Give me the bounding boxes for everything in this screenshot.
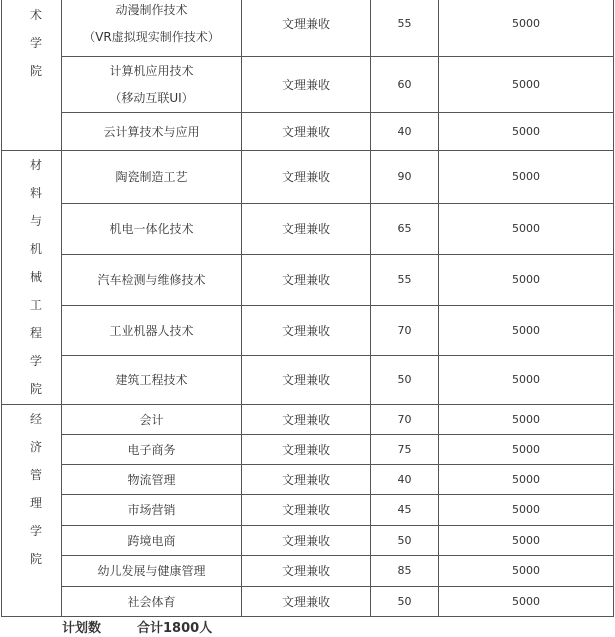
plan-cell: 40 <box>371 465 439 495</box>
college-char: 程 <box>30 326 43 340</box>
college-char: 院 <box>30 552 43 566</box>
table-row <box>2 204 614 255</box>
fee-cell: 5000 <box>439 113 614 151</box>
college-char: 术 <box>30 8 43 22</box>
major-cell <box>62 57 242 113</box>
table-row <box>2 113 614 151</box>
plan-cell: 50 <box>371 356 439 405</box>
major-cell: 陶瓷制造工艺 <box>62 151 242 204</box>
fee-cell: 5000 <box>439 465 614 495</box>
fee-cell: 5000 <box>439 587 614 617</box>
subject-cell: 文理兼收 <box>242 113 371 151</box>
fee-cell: 5000 <box>439 435 614 465</box>
plan-cell: 40 <box>371 113 439 151</box>
table-row <box>2 255 614 306</box>
plan-cell: 70 <box>371 405 439 435</box>
college-char: 院 <box>30 64 43 78</box>
major-name: 动漫制作技术 <box>115 2 188 17</box>
major-cell: 跨境电商 <box>62 526 242 556</box>
plan-cell: 90 <box>371 151 439 204</box>
plan-cell: 45 <box>371 495 439 526</box>
plan-cell: 70 <box>371 306 439 356</box>
major-cell: 工业机器人技术 <box>62 306 242 356</box>
college-cell <box>2 151 62 405</box>
major-cell: 社会体育 <box>62 587 242 617</box>
college-char: 经 <box>30 412 43 426</box>
college-char: 材 <box>30 158 43 172</box>
college-char: 学 <box>30 36 43 50</box>
college-char: 院 <box>30 382 43 396</box>
plan-cell: 50 <box>371 526 439 556</box>
major-note: （移动互联UI） <box>109 90 194 105</box>
fee-cell: 5000 <box>439 556 614 587</box>
subject-cell: 文理兼收 <box>242 356 371 405</box>
subject-cell: 文理兼收 <box>242 255 371 306</box>
table-row <box>2 57 614 113</box>
college-char: 理 <box>30 496 43 510</box>
plan-cell: 55 <box>371 0 439 57</box>
table-row <box>2 356 614 405</box>
major-cell: 建筑工程技术 <box>62 356 242 405</box>
college-char: 济 <box>30 440 43 454</box>
plan-cell: 50 <box>371 587 439 617</box>
subject-cell: 文理兼收 <box>242 306 371 356</box>
fee-cell: 5000 <box>439 526 614 556</box>
plan-cell: 65 <box>371 204 439 255</box>
table-row <box>2 405 614 435</box>
subject-cell: 文理兼收 <box>242 204 371 255</box>
subject-cell: 文理兼收 <box>242 405 371 435</box>
major-cell <box>62 0 242 57</box>
table-row <box>2 465 614 495</box>
fee-cell: 5000 <box>439 356 614 405</box>
fee-cell: 5000 <box>439 495 614 526</box>
table-row <box>2 306 614 356</box>
major-cell: 机电一体化技术 <box>62 204 242 255</box>
college-char: 工 <box>30 298 43 312</box>
major-cell: 幼儿发展与健康管理 <box>62 556 242 587</box>
plan-label: 计划数 <box>62 621 102 636</box>
major-cell: 云计算技术与应用 <box>62 113 242 151</box>
fee-cell: 5000 <box>439 204 614 255</box>
plan-total-footer <box>62 617 212 636</box>
subject-cell: 文理兼收 <box>242 0 371 57</box>
subject-cell: 文理兼收 <box>242 465 371 495</box>
fee-cell: 5000 <box>439 151 614 204</box>
fee-cell: 5000 <box>439 405 614 435</box>
plan-cell: 55 <box>371 255 439 306</box>
college-char: 械 <box>30 270 43 284</box>
fee-cell: 5000 <box>439 57 614 113</box>
fee-cell: 5000 <box>439 255 614 306</box>
major-cell: 会计 <box>62 405 242 435</box>
major-note: （VR虚拟现实制作技术） <box>83 29 220 44</box>
major-cell: 物流管理 <box>62 465 242 495</box>
college-char: 料 <box>30 186 43 200</box>
college-cell <box>2 0 62 151</box>
plan-cell: 75 <box>371 435 439 465</box>
subject-cell: 文理兼收 <box>242 57 371 113</box>
subject-cell: 文理兼收 <box>242 151 371 204</box>
table-row <box>2 587 614 617</box>
major-cell: 市场营销 <box>62 495 242 526</box>
college-char: 管 <box>30 468 43 482</box>
plan-cell: 60 <box>371 57 439 113</box>
enrollment-plan-table <box>1 0 614 617</box>
table-row <box>2 0 614 57</box>
plan-cell: 85 <box>371 556 439 587</box>
major-name: 计算机应用技术 <box>109 63 194 78</box>
fee-cell: 5000 <box>439 0 614 57</box>
plan-total: 合计1800人 <box>137 621 213 636</box>
table-row <box>2 151 614 204</box>
major-cell: 电子商务 <box>62 435 242 465</box>
subject-cell: 文理兼收 <box>242 526 371 556</box>
major-cell: 汽车检测与维修技术 <box>62 255 242 306</box>
subject-cell: 文理兼收 <box>242 435 371 465</box>
college-cell <box>2 405 62 617</box>
subject-cell: 文理兼收 <box>242 556 371 587</box>
table-row <box>2 495 614 526</box>
college-char: 学 <box>30 354 43 368</box>
table-row <box>2 556 614 587</box>
table-row <box>2 526 614 556</box>
subject-cell: 文理兼收 <box>242 587 371 617</box>
table-row <box>2 435 614 465</box>
college-char: 学 <box>30 524 43 538</box>
fee-cell: 5000 <box>439 306 614 356</box>
college-char: 与 <box>30 214 43 228</box>
college-char: 机 <box>30 242 43 256</box>
subject-cell: 文理兼收 <box>242 495 371 526</box>
